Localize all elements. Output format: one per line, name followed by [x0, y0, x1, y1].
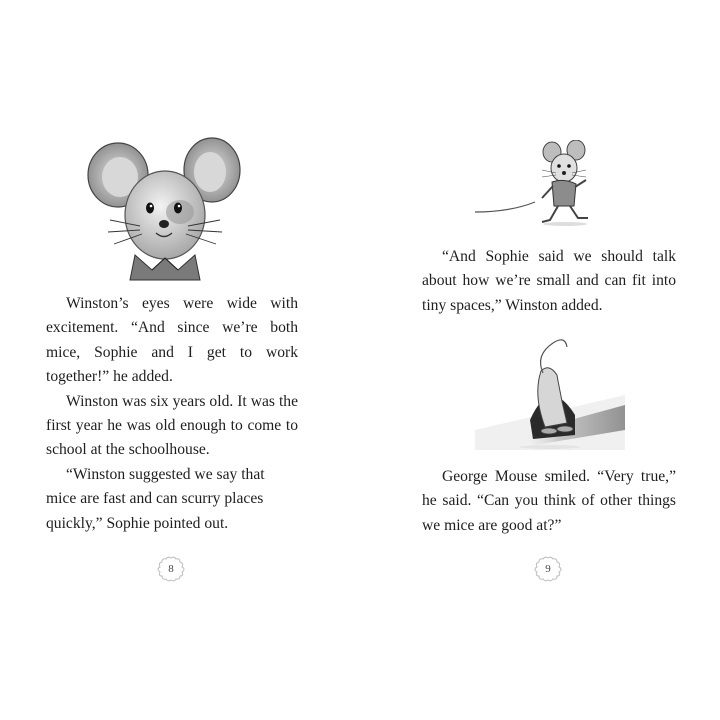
paragraph: “Winston suggested we say that mice are fast and can scurry places quickly,” Sophie pointed out. — [46, 465, 265, 532]
left-page-text — [46, 292, 298, 536]
winston-mouse-illustration — [80, 130, 250, 290]
paragraph: Winston was six years old. It was the first year he was old enough to come to school at the schoolhouse. — [46, 392, 298, 459]
mouse-in-hole-illustration — [475, 335, 625, 450]
page-number-text: 9 — [545, 563, 551, 575]
right-page-text-top — [422, 245, 676, 318]
right-page-text-bottom — [422, 465, 676, 538]
running-mouse-illustration — [470, 140, 620, 230]
paragraph: Winston’s eyes were wide with excitement. “And since we’re both mice, Sophie and I get to work together!” he added. — [46, 295, 298, 386]
page-number-text: 8 — [168, 563, 174, 575]
page-number-left — [155, 556, 187, 582]
paragraph: “And Sophie said we should talk about how we’re small and can fit into tiny spaces,” Winston added. — [422, 248, 676, 314]
page-number-right — [532, 556, 564, 582]
paragraph: George Mouse smiled. “Very true,” he said. “Can you think of other things we mice are good at?” — [422, 468, 676, 534]
